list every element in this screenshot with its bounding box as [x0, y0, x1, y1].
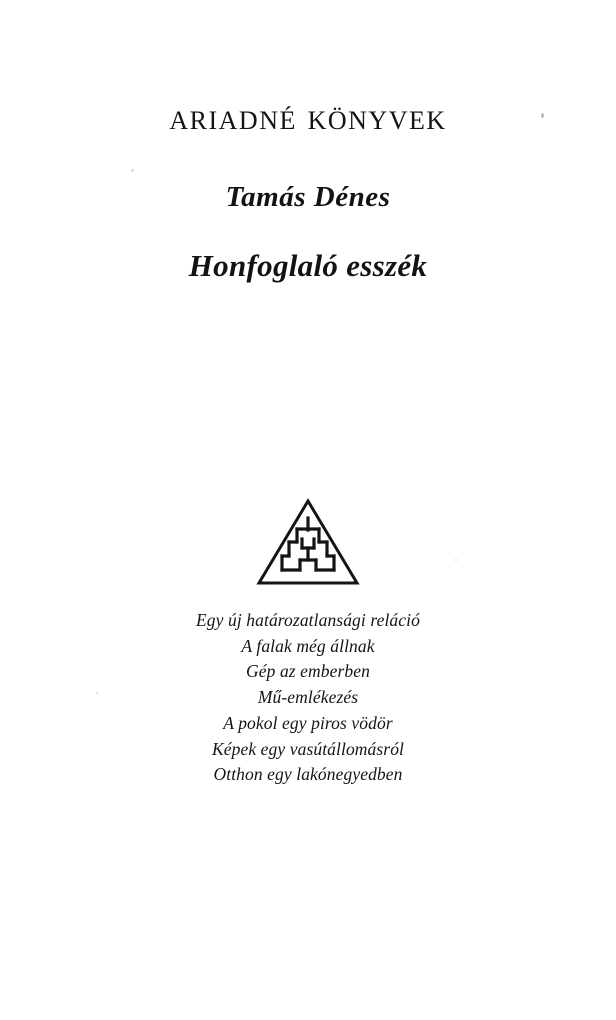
- list-item: A pokol egy piros vödör: [223, 712, 393, 733]
- scan-speck: [131, 169, 134, 172]
- list-item: Mű-emlékezés: [257, 687, 359, 708]
- book-title: Honfoglaló esszék: [188, 248, 428, 283]
- list-item: Gép az emberben: [246, 661, 370, 682]
- contents-list: [0, 608, 616, 788]
- publisher-logo: [0, 498, 616, 586]
- series-title: ariadné könyvek: [169, 97, 447, 138]
- scan-speck: [455, 559, 457, 561]
- ariadne-labyrinth-triangle-logo: [256, 498, 360, 586]
- list-item: Egy új határozatlansági reláció: [196, 610, 420, 630]
- author-name: Tamás Dénes: [225, 181, 391, 213]
- list-item: Képek egy vasútállomásról: [211, 738, 405, 759]
- book-title-page: [0, 96, 616, 1020]
- scan-speck: [541, 113, 544, 118]
- scan-speck: [96, 692, 98, 694]
- list-item: Otthon egy lakónegyedben: [213, 764, 403, 785]
- list-item: A falak még állnak: [241, 635, 375, 656]
